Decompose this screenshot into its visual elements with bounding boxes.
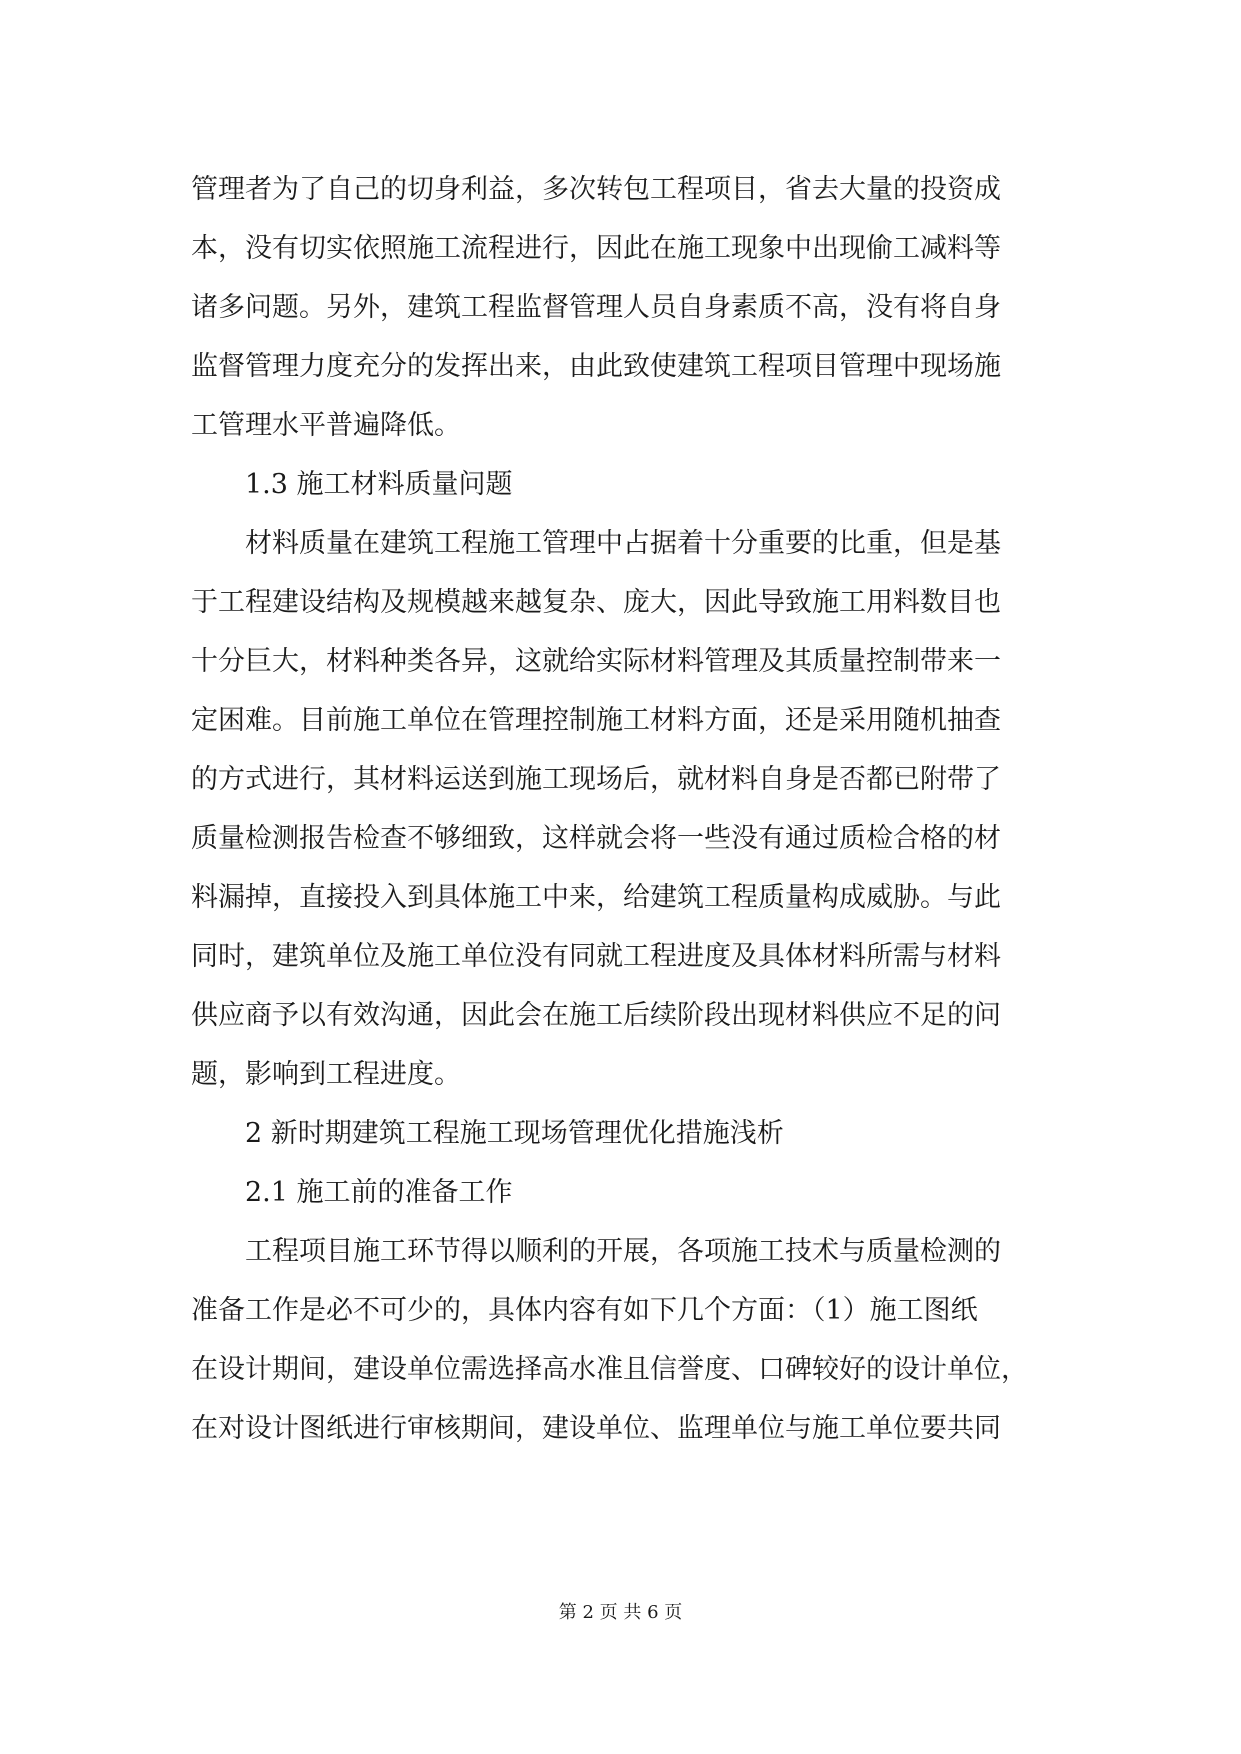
page-footer: 第 2 页 共 6 页 [558, 1602, 683, 1623]
text-line: 在设计期间，建设单位需选择高水准且信誉度、口碑较好的设计单位， [191, 1354, 1028, 1385]
text-line: 工管理水平普遍降低。 [191, 410, 461, 441]
text-line: 管理者为了自己的切身利益，多次转包工程项目，省去大量的投资成 [191, 174, 1001, 205]
text-line: 本，没有切实依照施工流程进行，因此在施工现象中出现偷工减料等 [191, 233, 1001, 264]
text-line: 2 新时期建筑工程施工现场管理优化措施浅析 [245, 1118, 784, 1149]
text-line: 工程项目施工环节得以顺利的开展，各项施工技术与质量检测的 [245, 1236, 1001, 1267]
text-line: 材料质量在建筑工程施工管理中占据着十分重要的比重，但是基 [245, 528, 1001, 559]
text-line: 题，影响到工程进度。 [191, 1059, 461, 1090]
paragraph [191, 160, 1051, 455]
text-line: 供应商予以有效沟通，因此会在施工后续阶段出现材料供应不足的问 [191, 1000, 1001, 1031]
text-line: 1.3 施工材料质量问题 [245, 469, 513, 500]
text-line: 2.1 施工前的准备工作 [245, 1177, 513, 1208]
paragraph [191, 455, 1051, 514]
text-line: 诸多问题。另外，建筑工程监督管理人员自身素质不高，没有将自身 [191, 292, 1001, 323]
text-line: 监督管理力度充分的发挥出来，由此致使建筑工程项目管理中现场施 [191, 351, 1001, 382]
text-line: 准备工作是必不可少的，具体内容有如下几个方面：（1）施工图纸 [191, 1295, 978, 1326]
text-line: 同时，建筑单位及施工单位没有同就工程进度及具体材料所需与材料 [191, 941, 1001, 972]
text-line: 质量检测报告检查不够细致，这样就会将一些没有通过质检合格的材 [191, 823, 1001, 854]
document-body [191, 160, 1051, 1458]
paragraph [191, 1163, 1051, 1222]
paragraph [191, 1222, 1051, 1458]
text-line: 的方式进行，其材料运送到施工现场后，就材料自身是否都已附带了 [191, 764, 1001, 795]
text-line: 于工程建设结构及规模越来越复杂、庞大，因此导致施工用料数目也 [191, 587, 1001, 618]
text-line: 十分巨大，材料种类各异，这就给实际材料管理及其质量控制带来一 [191, 646, 1001, 677]
paragraph [191, 1104, 1051, 1163]
paragraph [191, 514, 1051, 1104]
text-line: 料漏掉，直接投入到具体施工中来，给建筑工程质量构成威胁。与此 [191, 882, 1001, 913]
text-line: 在对设计图纸进行审核期间，建设单位、监理单位与施工单位要共同 [191, 1413, 1001, 1444]
text-line: 定困难。目前施工单位在管理控制施工材料方面，还是采用随机抽查 [191, 705, 1001, 736]
